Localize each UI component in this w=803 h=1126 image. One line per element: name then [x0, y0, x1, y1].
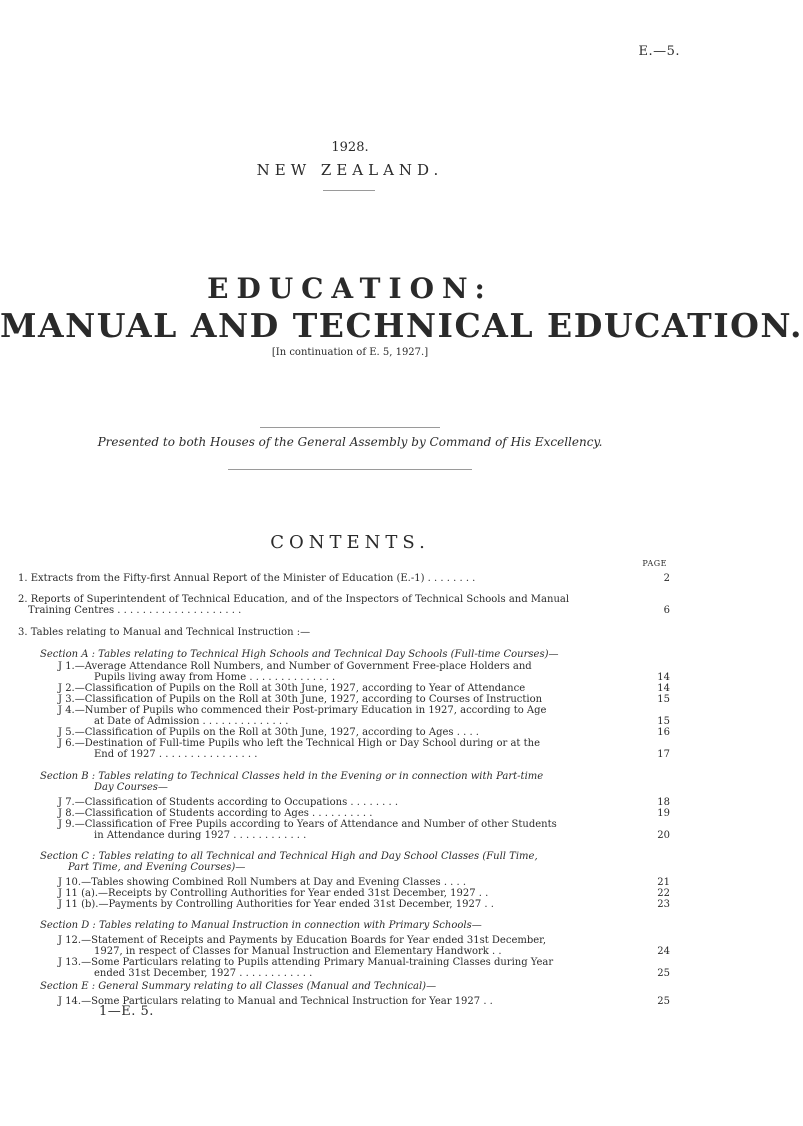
contents-line: End of 1927 . . . . . . . . . . . . . . . . — [94, 749, 258, 760]
contents-page: 21 — [657, 877, 670, 888]
contents-page: 17 — [657, 749, 670, 760]
footer-code: 1—E. 5. — [99, 1004, 154, 1019]
page-column-label: PAGE — [642, 559, 667, 568]
contents-page: 23 — [657, 899, 670, 910]
contents-section: Section B : Tables relating to Technical Classes held in the Evening or in connection with Part-time — [40, 771, 544, 782]
contents-line: 1. Extracts from the Fifty-first Annual Report of the Minister of Education (E.-1) . . . . . . . . — [18, 573, 476, 584]
contents-heading: CONTENTS. — [270, 532, 430, 553]
page-code: E.—5. — [638, 44, 680, 59]
contents-line: 2. Reports of Superintendent of Technical Education, and of the Inspectors of Technical Schools and Manual — [18, 594, 570, 605]
contents-page: 15 — [657, 716, 670, 727]
contents-line: J 6.—Destination of Full-time Pupils who left the Technical High or Day School during or at the — [58, 738, 540, 749]
contents-page: 14 — [657, 683, 670, 694]
contents-page: 14 — [657, 672, 670, 683]
contents-line: J 8.—Classification of Students according to Ages . . . . . . . . . . — [58, 808, 373, 819]
contents-section: Section C : Tables relating to all Technical and Technical High and Day School Classes (Full Time, — [40, 851, 538, 862]
contents-line: J 12.—Statement of Receipts and Payments by Education Boards for Year ended 31st December, — [58, 935, 547, 946]
contents-line: J 1.—Average Attendance Roll Numbers, and Number of Government Free-place Holders and — [58, 661, 532, 672]
contents-line: J 2.—Classification of Pupils on the Roll at 30th June, 1927, according to Year of Attendance — [58, 683, 526, 694]
contents-page: 22 — [657, 888, 670, 899]
contents-line: J 11 (a).—Receipts by Controlling Authorities for Year ended 31st December, 1927 . . — [58, 888, 489, 899]
contents-page: 24 — [657, 946, 670, 957]
contents-line: Pupils living away from Home . . . . . . . . . . . . . . — [94, 672, 336, 683]
contents-page: 19 — [657, 808, 670, 819]
contents-section: Section E : General Summary relating to all Classes (Manual and Technical)— — [40, 981, 437, 992]
contents-page: 6 — [663, 605, 670, 616]
contents-line: J 14.—Some Particulars relating to Manual and Technical Instruction for Year 1927 . . — [58, 996, 493, 1007]
contents-line: J 3.—Classification of Pupils on the Roll at 30th June, 1927, according to Courses of Instruction — [58, 694, 543, 705]
presented-note: Presented to both Houses of the General Assembly by Command of His Excellency. — [97, 435, 603, 449]
contents-line: J 13.—Some Particulars relating to Pupils attending Primary Manual-training Classes during Year — [58, 957, 554, 968]
continuation-note: [In continuation of E. 5, 1927.] — [271, 347, 429, 358]
contents-line: J 4.—Number of Pupils who commenced their Post-primary Education in 1927, according to Age — [58, 705, 547, 716]
page-subtitle: MANUAL AND TECHNICAL EDUCATION. — [0, 306, 803, 345]
contents-line: 1927, in respect of Classes for Manual Instruction and Elementary Handwork . . — [94, 946, 502, 957]
contents-line: Training Centres . . . . . . . . . . . . . . . . . . . . — [28, 605, 242, 616]
country: NEW ZEALAND. — [256, 161, 444, 179]
contents-page: 2 — [663, 573, 670, 584]
contents-page: 20 — [657, 830, 670, 841]
contents-line: J 7.—Classification of Students according to Occupations . . . . . . . . — [58, 797, 399, 808]
contents-line: J 10.—Tables showing Combined Roll Numbers at Day and Evening Classes . . . . — [58, 877, 467, 888]
contents-line: at Date of Admission . . . . . . . . . . . . . . — [94, 716, 289, 727]
contents-section: Section D : Tables relating to Manual Instruction in connection with Primary Schools— — [40, 920, 482, 931]
contents-line: in Attendance during 1927 . . . . . . . . . . . . — [94, 830, 307, 841]
contents-page: 25 — [657, 996, 670, 1007]
page-title: EDUCATION: — [207, 272, 493, 305]
contents-section: Part Time, and Evening Courses)— — [68, 862, 246, 873]
contents-page: 16 — [657, 727, 670, 738]
divider — [260, 427, 440, 428]
contents-page: 25 — [657, 968, 670, 979]
contents-line: J 11 (b).—Payments by Controlling Authorities for Year ended 31st December, 1927 . . — [58, 899, 494, 910]
contents-line: ended 31st December, 1927 . . . . . . . . . . . . — [94, 968, 313, 979]
contents-page: 15 — [657, 694, 670, 705]
contents-line: J 9.—Classification of Free Pupils according to Years of Attendance and Number of other Students — [58, 819, 557, 830]
contents-line: 3. Tables relating to Manual and Technical Instruction :— — [18, 627, 311, 638]
year: 1928. — [331, 140, 369, 155]
divider — [228, 469, 472, 470]
contents-section: Day Courses— — [94, 782, 168, 793]
divider — [323, 190, 375, 191]
contents-page: 18 — [657, 797, 670, 808]
contents-section: Section A : Tables relating to Technical High Schools and Technical Day Schools (Full-time Courses)— — [40, 649, 559, 660]
contents-line: J 5.—Classification of Pupils on the Roll at 30th June, 1927, according to Ages . . . . — [58, 727, 479, 738]
